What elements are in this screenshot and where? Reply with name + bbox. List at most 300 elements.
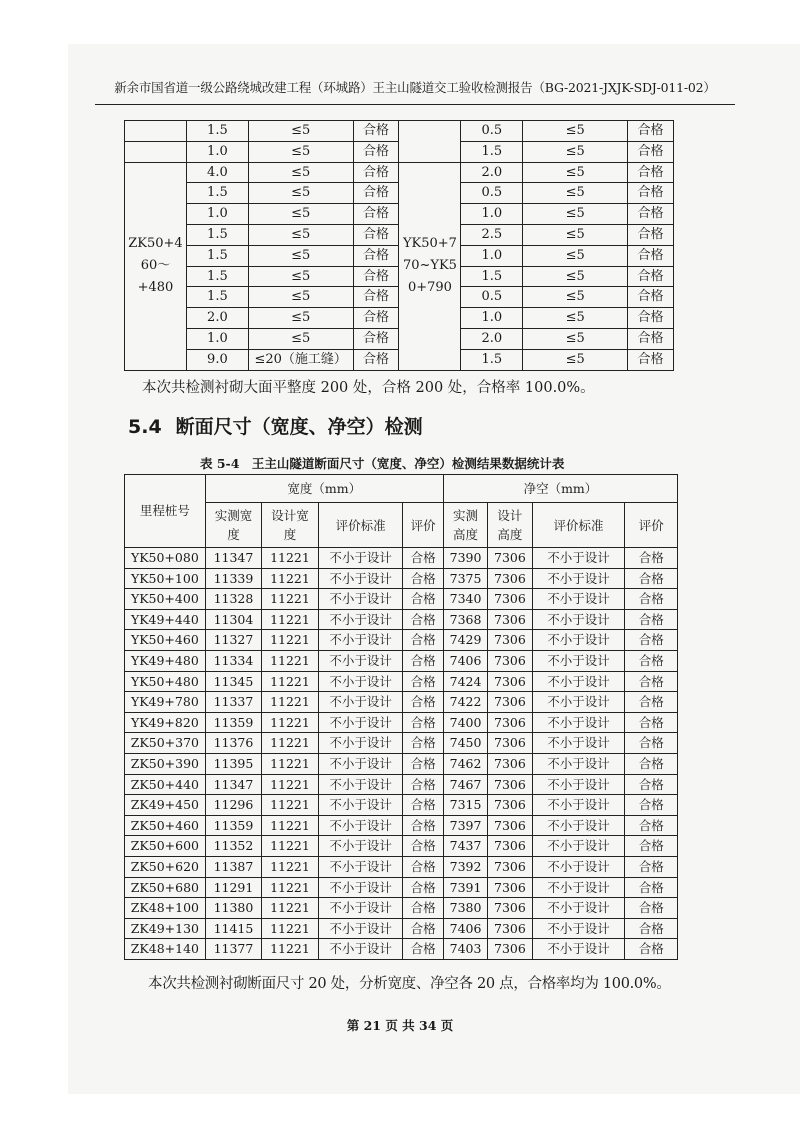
width-eval-cell: 合格 xyxy=(403,774,443,795)
header-rule xyxy=(95,104,735,105)
left-value-cell: 2.0 xyxy=(186,308,248,329)
table-row xyxy=(125,162,674,183)
width-eval-cell: 合格 xyxy=(403,753,443,774)
measured-width-cell: 11345 xyxy=(205,671,262,692)
design-width-cell: 11221 xyxy=(262,795,319,816)
station-cell: YK50+460 xyxy=(125,630,206,651)
col-header-design-height: 设计 高度 xyxy=(488,503,532,548)
left-standard-cell: ≤5 xyxy=(248,266,353,287)
measured-height-cell: 7391 xyxy=(443,877,487,898)
design-width-cell: 11221 xyxy=(262,753,319,774)
height-standard-cell: 不小于设计 xyxy=(532,712,625,733)
measured-width-cell: 11337 xyxy=(205,692,262,713)
right-standard-cell: ≤5 xyxy=(523,266,628,287)
section-number: 5.4 xyxy=(128,416,162,438)
report-header: 新余市国省道一级公路绕城改建工程（环城路）王主山隧道交工验收检测报告（BG-2021-JXJK-SDJ-011-02） xyxy=(114,80,716,95)
station-cell: ZK50+620 xyxy=(125,856,206,877)
right-eval-cell: 合格 xyxy=(628,349,674,370)
height-eval-cell: 合格 xyxy=(625,898,678,919)
right-value-cell: 2.0 xyxy=(461,162,523,183)
measured-width-cell: 11376 xyxy=(205,733,262,754)
right-eval-cell: 合格 xyxy=(628,224,674,245)
height-standard-cell: 不小于设计 xyxy=(532,671,625,692)
right-standard-cell: ≤5 xyxy=(523,328,628,349)
design-width-cell: 11221 xyxy=(262,692,319,713)
table-row xyxy=(125,568,678,589)
left-standard-cell: ≤5 xyxy=(248,183,353,204)
measured-width-cell: 11359 xyxy=(205,815,262,836)
left-standard-cell: ≤5 xyxy=(248,121,353,142)
height-standard-cell: 不小于设计 xyxy=(532,650,625,671)
right-standard-cell: ≤5 xyxy=(523,245,628,266)
left-standard-cell: ≤20（施工缝） xyxy=(248,349,353,370)
page-footer: 第 21 页 共 34 页 xyxy=(346,1018,454,1033)
height-standard-cell: 不小于设计 xyxy=(532,898,625,919)
station-cell: ZK50+460 xyxy=(125,815,206,836)
col-header-width: 宽度（mm） xyxy=(205,475,443,503)
left-standard-cell: ≤5 xyxy=(248,141,353,162)
flatness-summary: 本次共检测衬砌大面平整度 200 处，合格 200 处，合格率 100.0%。 xyxy=(142,380,595,396)
right-standard-cell: ≤5 xyxy=(523,141,628,162)
height-eval-cell: 合格 xyxy=(625,774,678,795)
measured-height-cell: 7390 xyxy=(443,548,487,569)
measured-width-cell: 11347 xyxy=(205,548,262,569)
measured-width-cell: 11359 xyxy=(205,712,262,733)
left-station-cell xyxy=(125,121,187,142)
design-width-cell: 11221 xyxy=(262,548,319,569)
height-eval-cell: 合格 xyxy=(625,630,678,651)
station-cell: ZK50+390 xyxy=(125,753,206,774)
width-standard-cell: 不小于设计 xyxy=(318,568,403,589)
right-station-group: YK50+7 70~YK5 0+790 xyxy=(399,162,461,370)
width-eval-cell: 合格 xyxy=(403,836,443,857)
design-height-cell: 7306 xyxy=(488,795,532,816)
table-row xyxy=(125,589,678,610)
width-standard-cell: 不小于设计 xyxy=(318,856,403,877)
measured-width-cell: 11291 xyxy=(205,877,262,898)
height-standard-cell: 不小于设计 xyxy=(532,877,625,898)
left-standard-cell: ≤5 xyxy=(248,204,353,225)
right-eval-cell: 合格 xyxy=(628,287,674,308)
table-row xyxy=(125,877,678,898)
width-eval-cell: 合格 xyxy=(403,609,443,630)
measured-width-cell: 11296 xyxy=(205,795,262,816)
right-value-cell: 2.0 xyxy=(461,328,523,349)
table-row xyxy=(125,898,678,919)
table-row xyxy=(125,712,678,733)
measured-height-cell: 7406 xyxy=(443,918,487,939)
height-standard-cell: 不小于设计 xyxy=(532,733,625,754)
left-eval-cell: 合格 xyxy=(353,328,399,349)
left-eval-cell: 合格 xyxy=(353,183,399,204)
station-cell: ZK50+370 xyxy=(125,733,206,754)
table-row xyxy=(125,650,678,671)
left-eval-cell: 合格 xyxy=(353,245,399,266)
right-value-cell: 1.5 xyxy=(461,266,523,287)
measured-width-cell: 11347 xyxy=(205,774,262,795)
left-standard-cell: ≤5 xyxy=(248,245,353,266)
width-standard-cell: 不小于设计 xyxy=(318,877,403,898)
height-eval-cell: 合格 xyxy=(625,548,678,569)
left-eval-cell: 合格 xyxy=(353,121,399,142)
width-eval-cell: 合格 xyxy=(403,733,443,754)
design-width-cell: 11221 xyxy=(262,650,319,671)
right-eval-cell: 合格 xyxy=(628,266,674,287)
width-eval-cell: 合格 xyxy=(403,589,443,610)
design-height-cell: 7306 xyxy=(488,568,532,589)
measured-height-cell: 7437 xyxy=(443,836,487,857)
col-header-design-width: 设计宽 度 xyxy=(262,503,319,548)
height-eval-cell: 合格 xyxy=(625,650,678,671)
height-eval-cell: 合格 xyxy=(625,815,678,836)
col-header-height-standard: 评价标准 xyxy=(532,503,625,548)
measured-height-cell: 7462 xyxy=(443,753,487,774)
left-value-cell: 1.5 xyxy=(186,287,248,308)
width-standard-cell: 不小于设计 xyxy=(318,795,403,816)
measured-height-cell: 7424 xyxy=(443,671,487,692)
station-cell: ZK50+440 xyxy=(125,774,206,795)
right-value-cell: 2.5 xyxy=(461,224,523,245)
design-height-cell: 7306 xyxy=(488,918,532,939)
measured-width-cell: 11328 xyxy=(205,589,262,610)
right-eval-cell: 合格 xyxy=(628,183,674,204)
height-eval-cell: 合格 xyxy=(625,733,678,754)
height-standard-cell: 不小于设计 xyxy=(532,589,625,610)
width-standard-cell: 不小于设计 xyxy=(318,692,403,713)
table-row xyxy=(125,671,678,692)
width-standard-cell: 不小于设计 xyxy=(318,836,403,857)
measured-height-cell: 7315 xyxy=(443,795,487,816)
design-height-cell: 7306 xyxy=(488,671,532,692)
left-eval-cell: 合格 xyxy=(353,141,399,162)
width-standard-cell: 不小于设计 xyxy=(318,589,403,610)
table-row xyxy=(125,918,678,939)
right-standard-cell: ≤5 xyxy=(523,162,628,183)
right-standard-cell: ≤5 xyxy=(523,287,628,308)
height-eval-cell: 合格 xyxy=(625,836,678,857)
right-value-cell: 0.5 xyxy=(461,287,523,308)
design-height-cell: 7306 xyxy=(488,939,532,960)
width-eval-cell: 合格 xyxy=(403,692,443,713)
measured-height-cell: 7375 xyxy=(443,568,487,589)
height-eval-cell: 合格 xyxy=(625,939,678,960)
measured-height-cell: 7403 xyxy=(443,939,487,960)
height-eval-cell: 合格 xyxy=(625,568,678,589)
width-eval-cell: 合格 xyxy=(403,795,443,816)
width-standard-cell: 不小于设计 xyxy=(318,630,403,651)
measured-height-cell: 7380 xyxy=(443,898,487,919)
height-eval-cell: 合格 xyxy=(625,753,678,774)
left-standard-cell: ≤5 xyxy=(248,162,353,183)
table-row xyxy=(125,548,678,569)
measured-height-cell: 7400 xyxy=(443,712,487,733)
left-standard-cell: ≤5 xyxy=(248,224,353,245)
width-standard-cell: 不小于设计 xyxy=(318,774,403,795)
station-cell: ZK48+100 xyxy=(125,898,206,919)
height-standard-cell: 不小于设计 xyxy=(532,774,625,795)
col-header-width-eval: 评价 xyxy=(403,503,443,548)
left-eval-cell: 合格 xyxy=(353,308,399,329)
design-height-cell: 7306 xyxy=(488,650,532,671)
design-height-cell: 7306 xyxy=(488,609,532,630)
left-eval-cell: 合格 xyxy=(353,287,399,308)
left-station-group: ZK50+4 60～ +480 xyxy=(125,162,187,370)
station-cell: ZK50+600 xyxy=(125,836,206,857)
measured-width-cell: 11352 xyxy=(205,836,262,857)
left-value-cell: 1.5 xyxy=(186,266,248,287)
left-value-cell: 1.5 xyxy=(186,121,248,142)
design-width-cell: 11221 xyxy=(262,939,319,960)
width-eval-cell: 合格 xyxy=(403,671,443,692)
design-width-cell: 11221 xyxy=(262,898,319,919)
measured-height-cell: 7467 xyxy=(443,774,487,795)
width-eval-cell: 合格 xyxy=(403,548,443,569)
station-cell: ZK49+450 xyxy=(125,795,206,816)
width-standard-cell: 不小于设计 xyxy=(318,898,403,919)
right-standard-cell: ≤5 xyxy=(523,204,628,225)
height-eval-cell: 合格 xyxy=(625,918,678,939)
station-cell: YK49+440 xyxy=(125,609,206,630)
table-caption: 表 5-4 王主山隧道断面尺寸（宽度、净空）检测结果数据统计表 xyxy=(200,456,565,471)
right-eval-cell: 合格 xyxy=(628,162,674,183)
measured-height-cell: 7406 xyxy=(443,650,487,671)
height-standard-cell: 不小于设计 xyxy=(532,939,625,960)
height-standard-cell: 不小于设计 xyxy=(532,630,625,651)
measured-height-cell: 7392 xyxy=(443,856,487,877)
station-cell: YK50+100 xyxy=(125,568,206,589)
design-width-cell: 11221 xyxy=(262,877,319,898)
height-standard-cell: 不小于设计 xyxy=(532,795,625,816)
table-row xyxy=(125,939,678,960)
width-eval-cell: 合格 xyxy=(403,877,443,898)
station-cell: YK49+480 xyxy=(125,650,206,671)
station-cell: ZK50+680 xyxy=(125,877,206,898)
col-header-width-standard: 评价标准 xyxy=(318,503,403,548)
station-cell: YK49+820 xyxy=(125,712,206,733)
design-height-cell: 7306 xyxy=(488,548,532,569)
design-height-cell: 7306 xyxy=(488,877,532,898)
station-cell: YK49+780 xyxy=(125,692,206,713)
col-header-height-eval: 评价 xyxy=(625,503,678,548)
design-height-cell: 7306 xyxy=(488,836,532,857)
width-standard-cell: 不小于设计 xyxy=(318,939,403,960)
table-row xyxy=(125,609,678,630)
design-width-cell: 11221 xyxy=(262,609,319,630)
measured-width-cell: 11377 xyxy=(205,939,262,960)
col-header-measured-width: 实测宽 度 xyxy=(205,503,262,548)
height-eval-cell: 合格 xyxy=(625,712,678,733)
right-standard-cell: ≤5 xyxy=(523,224,628,245)
left-value-cell: 1.5 xyxy=(186,224,248,245)
width-eval-cell: 合格 xyxy=(403,650,443,671)
height-eval-cell: 合格 xyxy=(625,692,678,713)
left-standard-cell: ≤5 xyxy=(248,308,353,329)
width-eval-cell: 合格 xyxy=(403,918,443,939)
table-row xyxy=(125,836,678,857)
width-standard-cell: 不小于设计 xyxy=(318,548,403,569)
design-width-cell: 11221 xyxy=(262,918,319,939)
height-eval-cell: 合格 xyxy=(625,856,678,877)
width-eval-cell: 合格 xyxy=(403,815,443,836)
width-eval-cell: 合格 xyxy=(403,939,443,960)
design-width-cell: 11221 xyxy=(262,856,319,877)
col-header-measured-height: 实测 高度 xyxy=(443,503,487,548)
cross-section-summary: 本次共检测衬砌断面尺寸 20 处，分析宽度、净空各 20 点，合格率均为 100.0%。 xyxy=(148,976,671,992)
design-height-cell: 7306 xyxy=(488,815,532,836)
right-eval-cell: 合格 xyxy=(628,121,674,142)
design-width-cell: 11221 xyxy=(262,589,319,610)
left-value-cell: 1.5 xyxy=(186,183,248,204)
design-width-cell: 11221 xyxy=(262,733,319,754)
measured-width-cell: 11327 xyxy=(205,630,262,651)
measured-height-cell: 7450 xyxy=(443,733,487,754)
right-eval-cell: 合格 xyxy=(628,204,674,225)
design-width-cell: 11221 xyxy=(262,774,319,795)
table-row xyxy=(125,795,678,816)
width-eval-cell: 合格 xyxy=(403,856,443,877)
design-width-cell: 11221 xyxy=(262,671,319,692)
height-eval-cell: 合格 xyxy=(625,589,678,610)
design-width-cell: 11221 xyxy=(262,712,319,733)
left-station-cell xyxy=(125,141,187,162)
left-value-cell: 1.0 xyxy=(186,328,248,349)
right-value-cell: 0.5 xyxy=(461,121,523,142)
table-row xyxy=(125,121,674,142)
width-standard-cell: 不小于设计 xyxy=(318,650,403,671)
table-row xyxy=(125,733,678,754)
table-row xyxy=(125,753,678,774)
right-value-cell: 1.5 xyxy=(461,141,523,162)
width-eval-cell: 合格 xyxy=(403,898,443,919)
station-cell: YK50+080 xyxy=(125,548,206,569)
right-value-cell: 1.5 xyxy=(461,349,523,370)
right-standard-cell: ≤5 xyxy=(523,308,628,329)
height-standard-cell: 不小于设计 xyxy=(532,692,625,713)
width-standard-cell: 不小于设计 xyxy=(318,733,403,754)
height-standard-cell: 不小于设计 xyxy=(532,609,625,630)
design-height-cell: 7306 xyxy=(488,733,532,754)
col-header-clearance: 净空（mm） xyxy=(443,475,677,503)
height-eval-cell: 合格 xyxy=(625,877,678,898)
right-eval-cell: 合格 xyxy=(628,308,674,329)
measured-width-cell: 11415 xyxy=(205,918,262,939)
station-cell: ZK48+140 xyxy=(125,939,206,960)
design-width-cell: 11221 xyxy=(262,815,319,836)
design-height-cell: 7306 xyxy=(488,753,532,774)
height-eval-cell: 合格 xyxy=(625,795,678,816)
measured-width-cell: 11387 xyxy=(205,856,262,877)
height-standard-cell: 不小于设计 xyxy=(532,753,625,774)
left-value-cell: 4.0 xyxy=(186,162,248,183)
left-eval-cell: 合格 xyxy=(353,349,399,370)
width-eval-cell: 合格 xyxy=(403,630,443,651)
right-value-cell: 1.0 xyxy=(461,245,523,266)
left-eval-cell: 合格 xyxy=(353,224,399,245)
left-standard-cell: ≤5 xyxy=(248,287,353,308)
width-eval-cell: 合格 xyxy=(403,568,443,589)
design-height-cell: 7306 xyxy=(488,774,532,795)
measured-width-cell: 11380 xyxy=(205,898,262,919)
design-height-cell: 7306 xyxy=(488,712,532,733)
table-row xyxy=(125,630,678,651)
height-standard-cell: 不小于设计 xyxy=(532,548,625,569)
station-cell: YK50+400 xyxy=(125,589,206,610)
col-header-station: 里程桩号 xyxy=(125,475,206,548)
section-heading xyxy=(128,412,423,439)
design-width-cell: 11221 xyxy=(262,630,319,651)
right-eval-cell: 合格 xyxy=(628,245,674,266)
measured-height-cell: 7422 xyxy=(443,692,487,713)
right-station-cell xyxy=(399,121,461,163)
left-standard-cell: ≤5 xyxy=(248,328,353,349)
left-eval-cell: 合格 xyxy=(353,162,399,183)
width-standard-cell: 不小于设计 xyxy=(318,671,403,692)
right-eval-cell: 合格 xyxy=(628,141,674,162)
height-standard-cell: 不小于设计 xyxy=(532,568,625,589)
measured-height-cell: 7368 xyxy=(443,609,487,630)
section-title: 断面尺寸（宽度、净空）检测 xyxy=(175,416,423,438)
height-standard-cell: 不小于设计 xyxy=(532,815,625,836)
design-height-cell: 7306 xyxy=(488,589,532,610)
flatness-table xyxy=(124,120,674,371)
height-standard-cell: 不小于设计 xyxy=(532,856,625,877)
right-standard-cell: ≤5 xyxy=(523,183,628,204)
measured-width-cell: 11339 xyxy=(205,568,262,589)
width-standard-cell: 不小于设计 xyxy=(318,753,403,774)
measured-height-cell: 7429 xyxy=(443,630,487,651)
design-width-cell: 11221 xyxy=(262,568,319,589)
design-height-cell: 7306 xyxy=(488,898,532,919)
left-value-cell: 1.0 xyxy=(186,141,248,162)
width-standard-cell: 不小于设计 xyxy=(318,918,403,939)
right-value-cell: 1.0 xyxy=(461,308,523,329)
design-height-cell: 7306 xyxy=(488,630,532,651)
height-eval-cell: 合格 xyxy=(625,671,678,692)
measured-height-cell: 7340 xyxy=(443,589,487,610)
measured-width-cell: 11334 xyxy=(205,650,262,671)
width-standard-cell: 不小于设计 xyxy=(318,815,403,836)
measured-width-cell: 11304 xyxy=(205,609,262,630)
left-value-cell: 1.5 xyxy=(186,245,248,266)
height-standard-cell: 不小于设计 xyxy=(532,918,625,939)
design-height-cell: 7306 xyxy=(488,692,532,713)
measured-width-cell: 11395 xyxy=(205,753,262,774)
width-eval-cell: 合格 xyxy=(403,712,443,733)
measured-height-cell: 7397 xyxy=(443,815,487,836)
right-standard-cell: ≤5 xyxy=(523,121,628,142)
height-standard-cell: 不小于设计 xyxy=(532,836,625,857)
table-row xyxy=(125,692,678,713)
table-row xyxy=(125,815,678,836)
left-value-cell: 1.0 xyxy=(186,204,248,225)
left-eval-cell: 合格 xyxy=(353,266,399,287)
left-eval-cell: 合格 xyxy=(353,204,399,225)
right-eval-cell: 合格 xyxy=(628,328,674,349)
cross-section-table xyxy=(124,474,678,960)
right-value-cell: 1.0 xyxy=(461,204,523,225)
design-width-cell: 11221 xyxy=(262,836,319,857)
right-value-cell: 0.5 xyxy=(461,183,523,204)
left-value-cell: 9.0 xyxy=(186,349,248,370)
design-height-cell: 7306 xyxy=(488,856,532,877)
table-row xyxy=(125,774,678,795)
width-standard-cell: 不小于设计 xyxy=(318,712,403,733)
height-eval-cell: 合格 xyxy=(625,609,678,630)
station-cell: YK50+480 xyxy=(125,671,206,692)
right-standard-cell: ≤5 xyxy=(523,349,628,370)
table-row xyxy=(125,856,678,877)
width-standard-cell: 不小于设计 xyxy=(318,609,403,630)
